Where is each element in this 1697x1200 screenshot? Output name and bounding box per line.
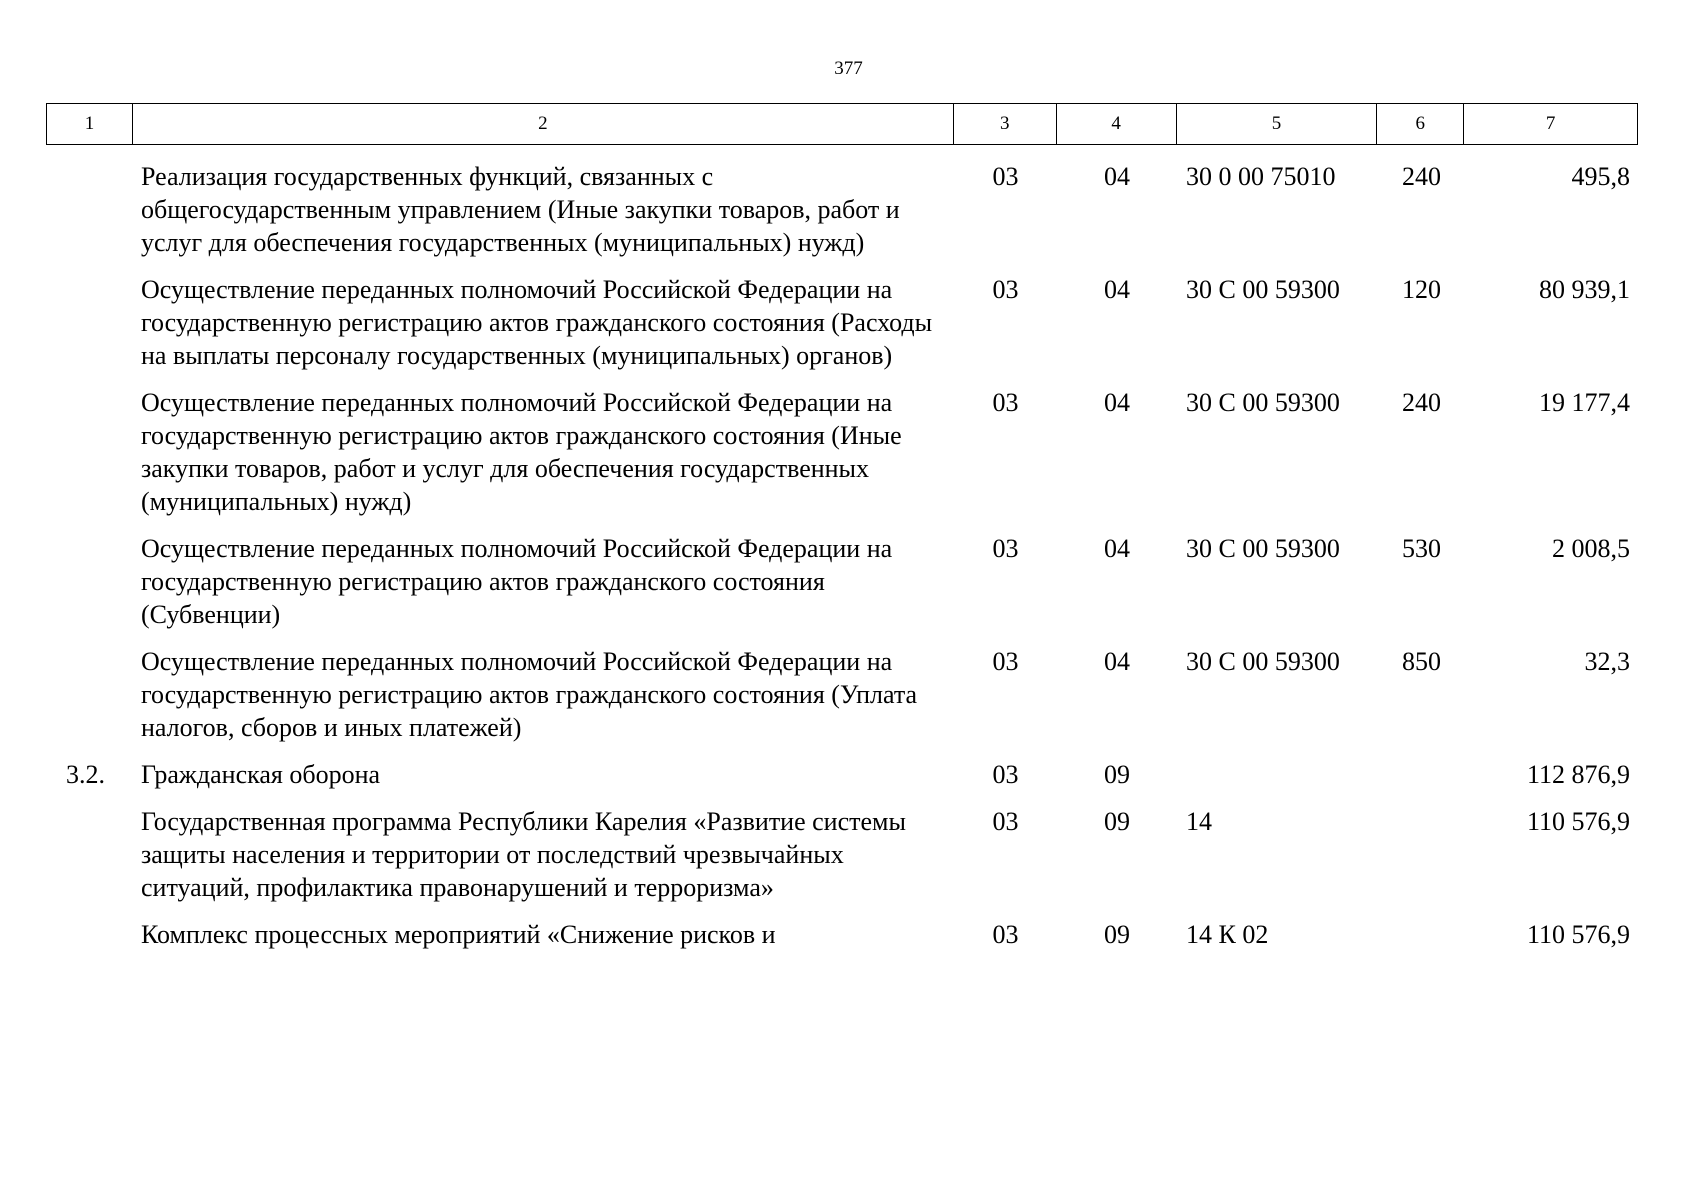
table-row (46, 805, 1638, 904)
row-amount: 110 576,9 (1526, 807, 1630, 836)
row-amount: 110 576,9 (1526, 920, 1630, 949)
row-subsection: 09 (1104, 920, 1130, 949)
row-number (46, 273, 132, 372)
table-body (46, 146, 1638, 951)
row-target-article (1177, 758, 1378, 791)
row-section: 03 (992, 275, 1019, 304)
row-number (46, 645, 132, 744)
row-amount: 495,8 (1571, 162, 1630, 191)
row-name: Гражданская оборона (141, 760, 381, 789)
row-number (46, 918, 132, 951)
row-subsection: 09 (1104, 760, 1130, 789)
row-number (46, 805, 132, 904)
header-col-6: 6 (1377, 104, 1464, 144)
table-row (46, 645, 1638, 744)
row-subsection: 09 (1104, 807, 1130, 836)
row-expense-type (1378, 918, 1465, 951)
row-section: 03 (992, 760, 1019, 789)
row-section: 03 (992, 162, 1019, 191)
row-expense-type (1378, 758, 1465, 791)
row-name: Реализация государственных функций, связанных с общегосударственным управлением (Иные закупки товаров, работ и услуг для обеспечения государственных (муниципальных) нужд) (141, 162, 900, 257)
row-name: Государственная программа Республики Карелия «Развитие системы защиты населения и территории от последствий чрезвычайных ситуаций, профилактика правонарушений и терроризма» (141, 807, 906, 902)
row-subsection: 04 (1104, 534, 1130, 563)
row-name: Осуществление переданных полномочий Российской Федерации на государственную регистрацию актов гражданского состояния (Субвенции) (141, 534, 893, 629)
row-number (46, 386, 132, 518)
row-amount: 2 008,5 (1552, 534, 1630, 563)
header-col-3: 3 (954, 104, 1057, 144)
header-col-7: 7 (1545, 113, 1556, 134)
row-section: 03 (992, 807, 1019, 836)
table-row (46, 273, 1638, 372)
row-name: Осуществление переданных полномочий Российской Федерации на государственную регистрацию актов гражданского состояния (Расходы на выплаты персоналу государственных (муниципальных) органов) (141, 275, 933, 370)
row-subsection: 04 (1104, 275, 1130, 304)
row-target-article: 14 К 02 (1186, 920, 1269, 949)
row-section: 03 (992, 534, 1019, 563)
row-number (46, 532, 132, 631)
header-col-2: 2 (133, 104, 954, 144)
row-expense-type: 240 (1402, 388, 1441, 417)
row-section: 03 (992, 920, 1019, 949)
row-target-article: 30 С 00 59300 (1186, 388, 1340, 417)
row-section: 03 (992, 388, 1019, 417)
row-amount: 19 177,4 (1539, 388, 1630, 417)
row-expense-type: 120 (1402, 275, 1441, 304)
row-amount: 80 939,1 (1539, 275, 1630, 304)
row-name: Осуществление переданных полномочий Российской Федерации на государственную регистрацию актов гражданского состояния (Иные закупки товаров, работ и услуг для обеспечения государственных (муниципальных) нужд) (141, 388, 902, 516)
row-name: Осуществление переданных полномочий Российской Федерации на государственную регистрацию актов гражданского состояния (Уплата налогов, сборов и иных платежей) (141, 647, 918, 742)
header-col-4: 4 (1057, 104, 1177, 144)
row-target-article: 30 С 00 59300 (1186, 647, 1340, 676)
page-number: 377 (834, 58, 863, 79)
table-row (46, 160, 1638, 259)
row-subsection: 04 (1104, 388, 1130, 417)
table-row (46, 386, 1638, 518)
row-target-article: 30 С 00 59300 (1186, 534, 1340, 563)
header-col-1: 1 (47, 104, 133, 144)
row-target-article: 30 0 00 75010 (1186, 162, 1336, 191)
row-target-article: 14 (1186, 807, 1212, 836)
row-amount: 32,3 (1584, 647, 1630, 676)
table-row (46, 918, 1638, 951)
row-subsection: 04 (1104, 162, 1130, 191)
row-expense-type: 850 (1402, 647, 1441, 676)
row-subsection: 04 (1104, 647, 1130, 676)
row-expense-type: 240 (1402, 162, 1441, 191)
row-section: 03 (992, 647, 1019, 676)
table-header (46, 103, 1638, 145)
row-expense-type (1378, 805, 1465, 904)
row-expense-type: 530 (1402, 534, 1441, 563)
row-amount: 112 876,9 (1526, 760, 1630, 789)
table-row (46, 758, 1638, 791)
row-target-article: 30 С 00 59300 (1186, 275, 1340, 304)
row-number (46, 160, 132, 259)
row-name: Комплекс процессных мероприятий «Снижение рисков и (141, 920, 776, 949)
header-col-5: 5 (1177, 104, 1378, 144)
table-row (46, 532, 1638, 631)
row-number: 3.2. (66, 760, 105, 789)
